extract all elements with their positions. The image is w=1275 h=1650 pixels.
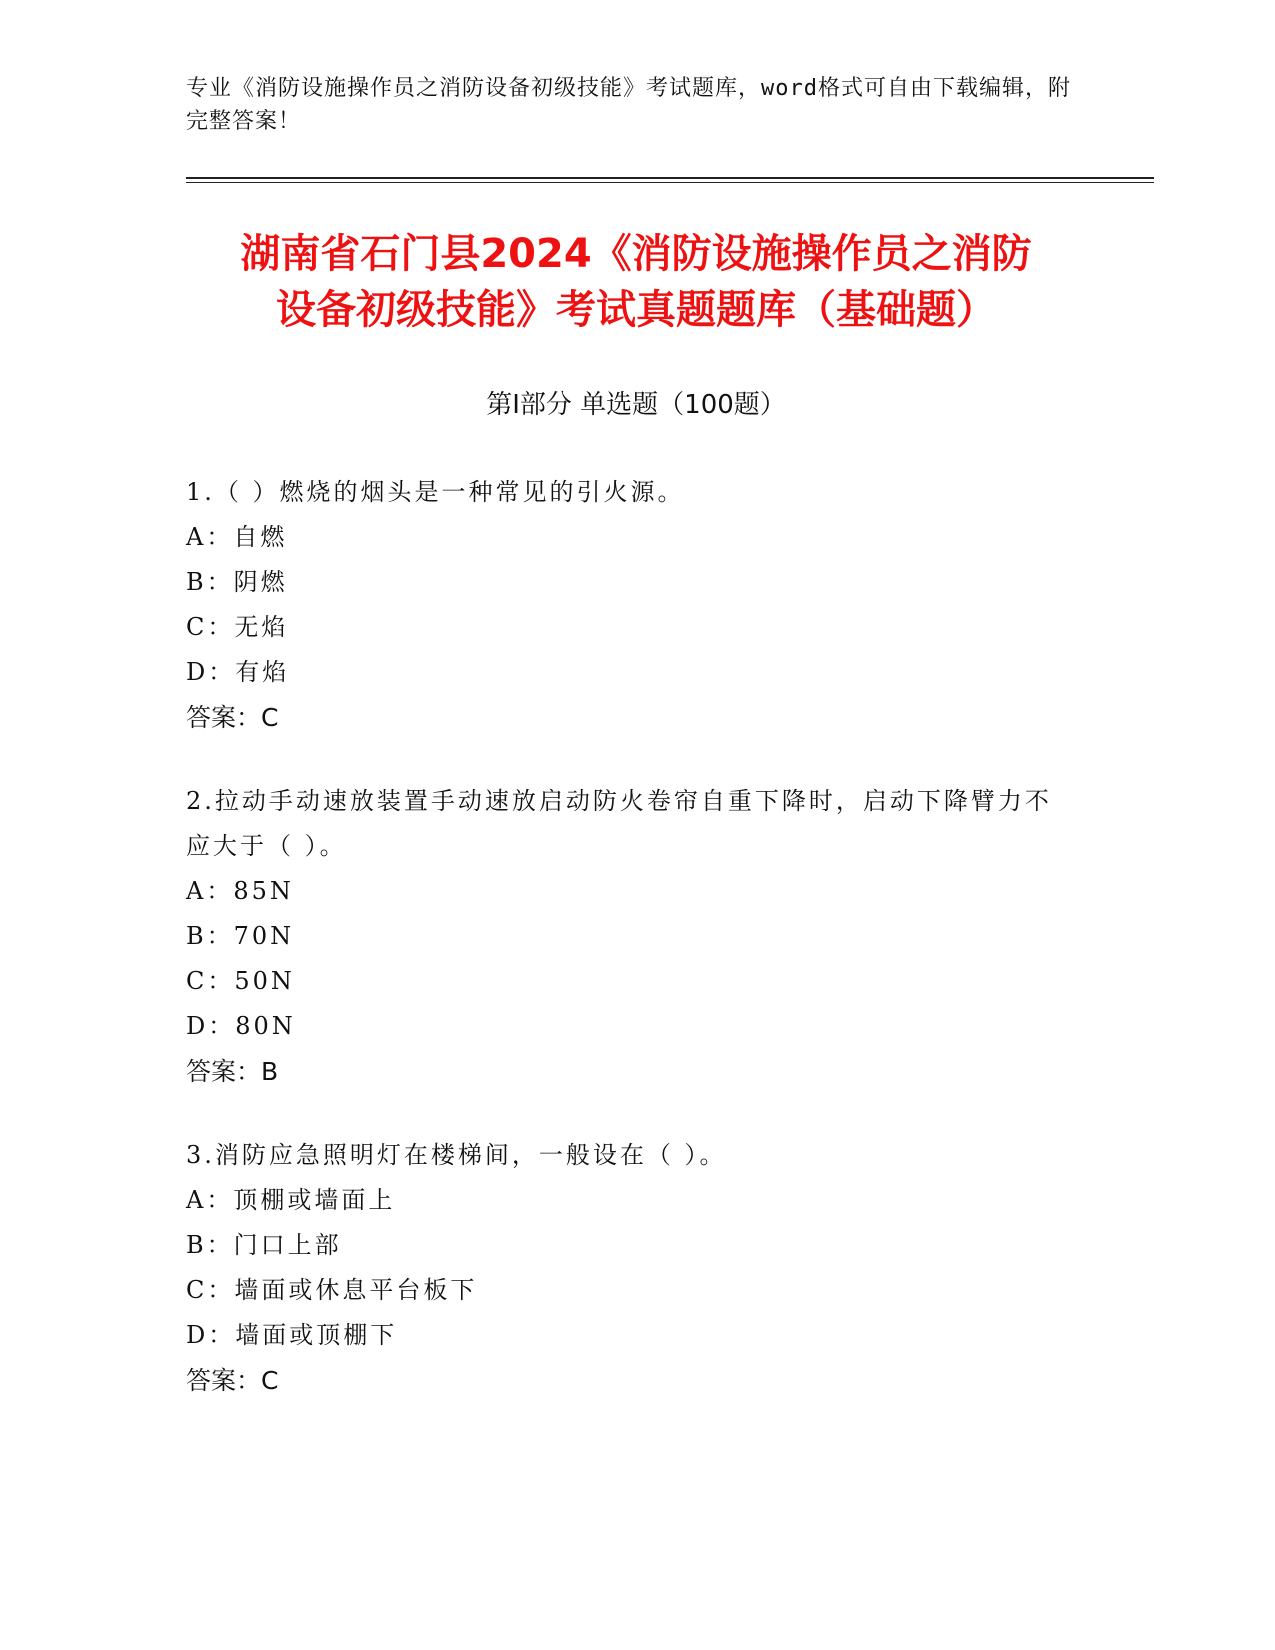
answer: 答案：B — [186, 1057, 279, 1086]
question-3 — [186, 1133, 1066, 1404]
option-a: A：自燃 — [186, 523, 288, 551]
option-a: A：顶棚或墙面上 — [186, 1186, 396, 1214]
option-d: D：墙面或顶棚下 — [186, 1321, 398, 1349]
section-title: 第Ⅰ部分 单选题（100题） — [486, 390, 786, 420]
question-stem: 1.（ ）燃烧的烟头是一种常见的引火源。 — [186, 478, 685, 506]
option-b: B：70N — [186, 922, 295, 950]
option-c: C：50N — [186, 967, 295, 995]
question-list — [186, 470, 1066, 1442]
question-stem: 2.拉动手动速放装置手动速放启动防火卷帘自重下降时，启动下降臂力不应大于（ ）。 — [186, 787, 1052, 860]
question-2 — [186, 779, 1066, 1095]
option-d: D：80N — [186, 1012, 296, 1040]
option-c: C：墙面或休息平台板下 — [186, 1276, 478, 1304]
question-1 — [186, 470, 1066, 741]
option-b: B：阴燃 — [186, 568, 288, 596]
option-b: B：门口上部 — [186, 1231, 342, 1259]
option-c: C：无焰 — [186, 613, 289, 641]
header-divider-thin — [186, 182, 1154, 183]
answer: 答案：C — [186, 703, 279, 732]
question-stem: 3.消防应急照明灯在楼梯间，一般设在（ ）。 — [186, 1141, 727, 1169]
option-a: A：85N — [186, 877, 294, 905]
document-title-line-1: 湖南省石门县2024《消防设施操作员之消防 — [240, 231, 1032, 277]
option-d: D：有焰 — [186, 658, 290, 686]
header-divider — [186, 177, 1154, 179]
document-title — [186, 226, 1086, 338]
header-note: 专业《消防设施操作员之消防设备初级技能》考试题库，word格式可自由下载编辑，附完整答案！ — [186, 76, 1071, 134]
answer: 答案：C — [186, 1366, 279, 1395]
document-title-line-2: 设备初级技能》考试真题题库（基础题） — [276, 287, 996, 333]
